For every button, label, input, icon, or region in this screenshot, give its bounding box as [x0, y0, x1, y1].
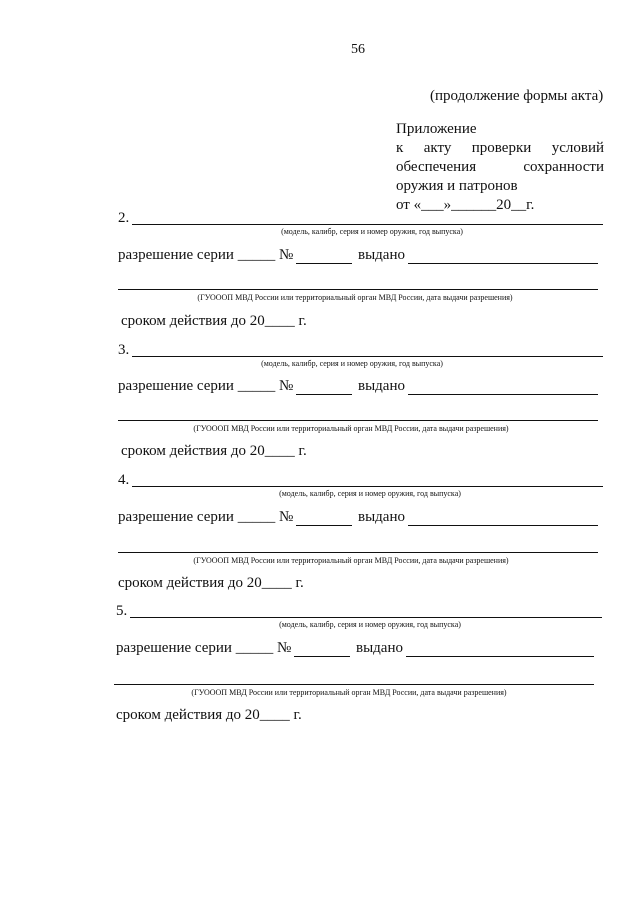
issued-label: выдано: [358, 378, 405, 394]
weapon-caption: (модель, калибр, серия и номер оружия, год выпуска): [261, 359, 443, 368]
issued-label: выдано: [356, 640, 403, 656]
permit-series-label: разрешение серии _____ №: [118, 247, 294, 263]
page-number: 56: [351, 42, 365, 57]
weapon-field[interactable]: [132, 356, 603, 357]
authority-caption: (ГУОООП МВД России или территориальный орган МВД России, дата выдачи разрешения): [193, 556, 509, 565]
authority-field[interactable]: [118, 420, 598, 421]
weapon-field[interactable]: [132, 224, 603, 225]
permit-series-label: разрешение серии _____ №: [118, 509, 294, 525]
validity-text: сроком действия до 20____ г.: [121, 313, 307, 329]
permit-number-field[interactable]: [294, 656, 350, 657]
appendix-word: к: [396, 140, 404, 156]
authority-field[interactable]: [118, 552, 598, 553]
form-continuation-note: (продолжение формы акта): [430, 88, 604, 104]
weapon-caption: (модель, калибр, серия и номер оружия, год выпуска): [281, 227, 463, 236]
appendix-header: [396, 120, 604, 215]
entry-number: 4.: [118, 472, 130, 488]
weapon-field[interactable]: [130, 617, 602, 618]
authority-caption: (ГУОООП МВД России или территориальный орган МВД России, дата выдачи разрешения): [193, 424, 509, 433]
entry-number: 2.: [118, 210, 130, 226]
weapon-field[interactable]: [132, 486, 603, 487]
permit-number-field[interactable]: [296, 394, 352, 395]
issued-by-field[interactable]: [408, 525, 598, 526]
appendix-line-3: [396, 158, 604, 177]
issued-by-field[interactable]: [408, 394, 598, 395]
permit-series-label: разрешение серии _____ №: [118, 378, 294, 394]
appendix-word: условий: [551, 140, 604, 156]
issued-by-field[interactable]: [408, 263, 598, 264]
permit-series-label: разрешение серии _____ №: [116, 640, 292, 656]
appendix-word: обеспечения: [396, 159, 477, 175]
appendix-word: проверки: [471, 140, 532, 156]
issued-label: выдано: [358, 247, 405, 263]
appendix-line-4: оружия и патронов: [396, 178, 518, 194]
permit-number-field[interactable]: [296, 263, 352, 264]
appendix-line-2: [396, 139, 604, 158]
weapon-caption: (модель, калибр, серия и номер оружия, год выпуска): [279, 489, 461, 498]
authority-caption: (ГУОООП МВД России или территориальный орган МВД России, дата выдачи разрешения): [191, 688, 507, 697]
validity-text: сроком действия до 20____ г.: [121, 443, 307, 459]
validity-text: сроком действия до 20____ г.: [118, 575, 304, 591]
appendix-title: Приложение: [396, 121, 477, 137]
appendix-word: акту: [423, 140, 452, 156]
authority-caption: (ГУОООП МВД России или территориальный орган МВД России, дата выдачи разрешения): [197, 293, 513, 302]
entry-number: 5.: [116, 603, 128, 619]
validity-text: сроком действия до 20____ г.: [116, 707, 302, 723]
authority-field[interactable]: [118, 289, 598, 290]
appendix-date-line: от «___»______20__г.: [396, 197, 535, 213]
authority-field[interactable]: [114, 684, 594, 685]
issued-by-field[interactable]: [406, 656, 594, 657]
entry-number: 3.: [118, 342, 130, 358]
issued-label: выдано: [358, 509, 405, 525]
appendix-word: сохранности: [523, 159, 604, 175]
permit-number-field[interactable]: [296, 525, 352, 526]
weapon-caption: (модель, калибр, серия и номер оружия, год выпуска): [279, 620, 461, 629]
